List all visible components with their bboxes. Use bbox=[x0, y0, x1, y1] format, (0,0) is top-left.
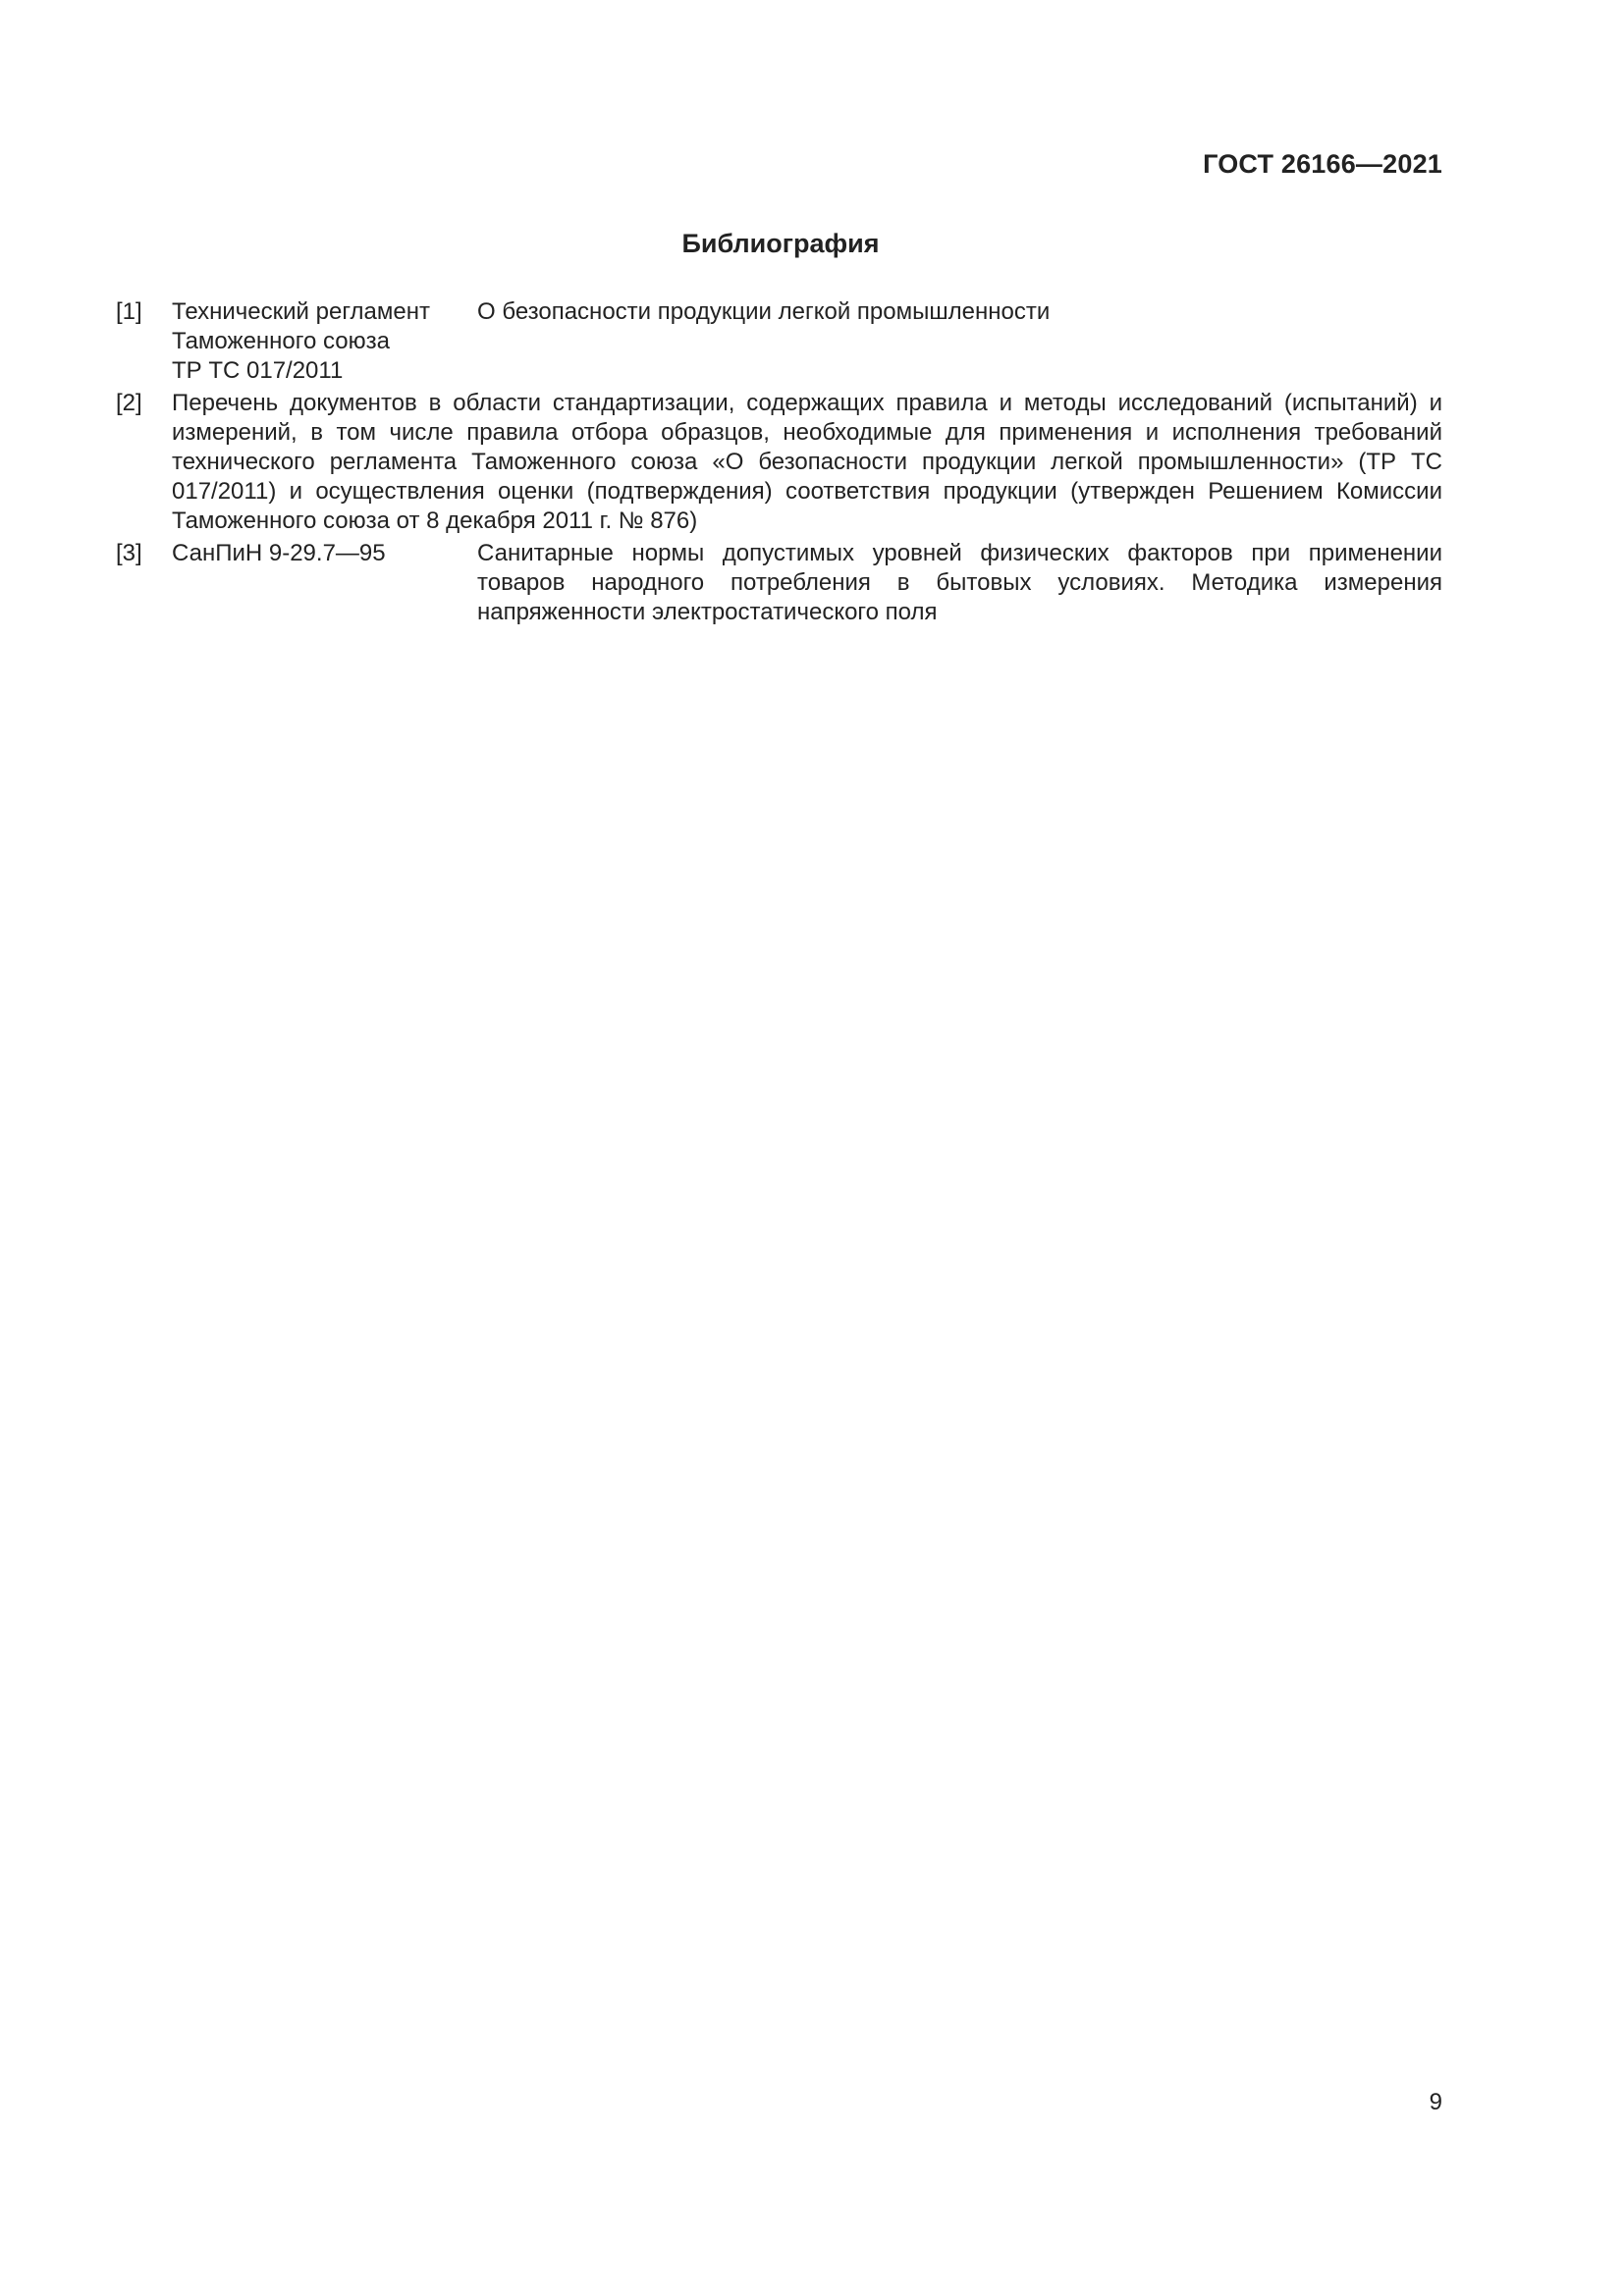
entry-reference bbox=[172, 539, 477, 627]
entry-number: [1] bbox=[116, 298, 142, 325]
reference-line: СанПиН 9-29.7—95 bbox=[172, 540, 386, 566]
entry-number: [2] bbox=[116, 390, 142, 416]
bibliography-list bbox=[116, 297, 1442, 630]
entry-title: О безопасности продукции легкой промышленности bbox=[477, 298, 1051, 325]
bibliography-entry-3 bbox=[116, 539, 1442, 627]
document-code: ГОСТ 26166—2021 bbox=[1203, 149, 1442, 179]
entry-number: [3] bbox=[116, 540, 142, 566]
reference-line: Технический регламент bbox=[172, 298, 430, 325]
entry-title: Санитарные нормы допустимых уровней физических факторов при применении товаров народного потребления в бытовых условиях. Методика измерения напряженности электростатического поля bbox=[477, 540, 1442, 625]
page-number: 9 bbox=[1429, 2089, 1442, 2115]
reference-line: Таможенного союза bbox=[172, 328, 390, 354]
reference-line: ТР ТС 017/2011 bbox=[172, 357, 344, 384]
entry-text: Перечень документов в области стандартизации, содержащих правила и методы исследований (испытаний) и измерений, в том числе правила отбора образцов, необходимые для применения и исполнения требований технического регламента Таможенного союза «О безопасности продукции легкой промышленности» (ТР ТС 017/2011) и осуществления оценки (подтверждения) соответствия продукции (утвержден Решением Комиссии Таможенного союза от 8 декабря 2011 г. № 876) bbox=[172, 390, 1442, 534]
entry-reference bbox=[172, 297, 477, 386]
bibliography-entry-2 bbox=[116, 389, 1442, 536]
section-title: Библиография bbox=[681, 229, 880, 258]
bibliography-entry-1 bbox=[116, 297, 1442, 386]
